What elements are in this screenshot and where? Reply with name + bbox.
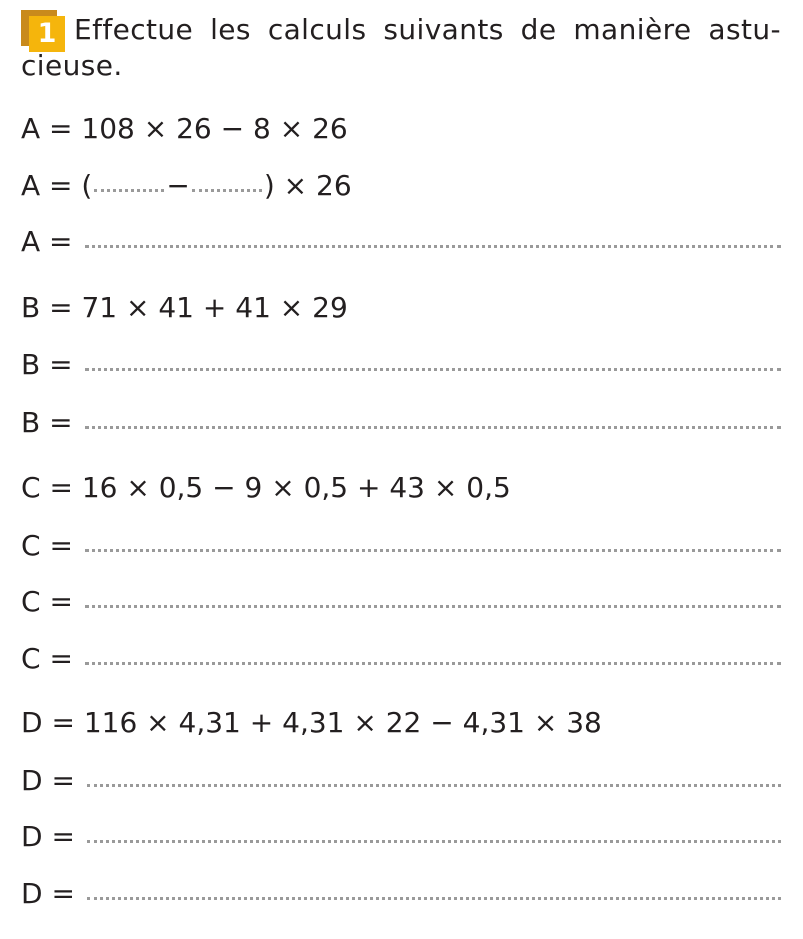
exercise-number: 1 bbox=[29, 16, 65, 52]
answer-d-step-3 bbox=[21, 874, 781, 914]
expression-c bbox=[21, 468, 781, 508]
answer-d-step-2 bbox=[21, 817, 781, 857]
answer-c-step-3-label: C = bbox=[21, 642, 73, 675]
answer-line-d-1[interactable] bbox=[87, 784, 781, 787]
expression-d bbox=[21, 703, 781, 743]
answer-line-c-1[interactable] bbox=[85, 549, 781, 552]
answer-b-step-2-label: B = bbox=[21, 406, 73, 439]
answer-c-step-1 bbox=[21, 526, 781, 566]
exercise-instruction bbox=[21, 12, 781, 84]
answer-b-step-1-label: B = bbox=[21, 348, 73, 381]
answer-c-step-2-label: C = bbox=[21, 585, 73, 618]
answer-d-step-3-label: D = bbox=[21, 877, 75, 910]
answer-c-step-3 bbox=[21, 639, 781, 679]
answer-b-step-1 bbox=[21, 345, 781, 385]
answer-c-step-1-label: C = bbox=[21, 529, 73, 562]
answer-d-step-1-label: D = bbox=[21, 764, 75, 797]
instruction-line-2: cieuse. bbox=[21, 49, 123, 82]
answer-line-c-3[interactable] bbox=[85, 662, 781, 665]
answer-a-step-1-minus: − bbox=[166, 169, 190, 202]
answer-a-step-1-suffix: ) × 26 bbox=[263, 169, 352, 202]
blank-a-second-term[interactable] bbox=[192, 189, 262, 192]
answer-a-step-2-label: A = bbox=[21, 225, 73, 258]
answer-line-b-1[interactable] bbox=[85, 368, 781, 371]
blank-a-first-term[interactable] bbox=[94, 189, 164, 192]
answer-line-d-3[interactable] bbox=[87, 897, 781, 900]
answer-line-c-2[interactable] bbox=[85, 605, 781, 608]
answer-d-step-1 bbox=[21, 761, 781, 801]
expression-a bbox=[21, 109, 781, 149]
answer-a-step-1-prefix: A = ( bbox=[21, 169, 93, 202]
expression-d-text: D = 116 × 4,31 + 4,31 × 22 − 4,31 × 38 bbox=[21, 706, 602, 739]
answer-line-a-2[interactable] bbox=[85, 245, 781, 248]
expression-c-text: C = 16 × 0,5 − 9 × 0,5 + 43 × 0,5 bbox=[21, 471, 511, 504]
instruction-line-1: Effectue les calculs suivants de manière astu- bbox=[74, 13, 781, 46]
answer-c-step-2 bbox=[21, 582, 781, 622]
answer-line-d-2[interactable] bbox=[87, 840, 781, 843]
answer-line-b-2[interactable] bbox=[85, 426, 781, 429]
answer-a-step-2 bbox=[21, 222, 781, 262]
expression-b bbox=[21, 288, 781, 328]
answer-d-step-2-label: D = bbox=[21, 820, 75, 853]
answer-b-step-2 bbox=[21, 403, 781, 443]
answer-a-step-1 bbox=[21, 166, 781, 206]
expression-a-text: A = 108 × 26 − 8 × 26 bbox=[21, 112, 348, 145]
expression-b-text: B = 71 × 41 + 41 × 29 bbox=[21, 291, 348, 324]
